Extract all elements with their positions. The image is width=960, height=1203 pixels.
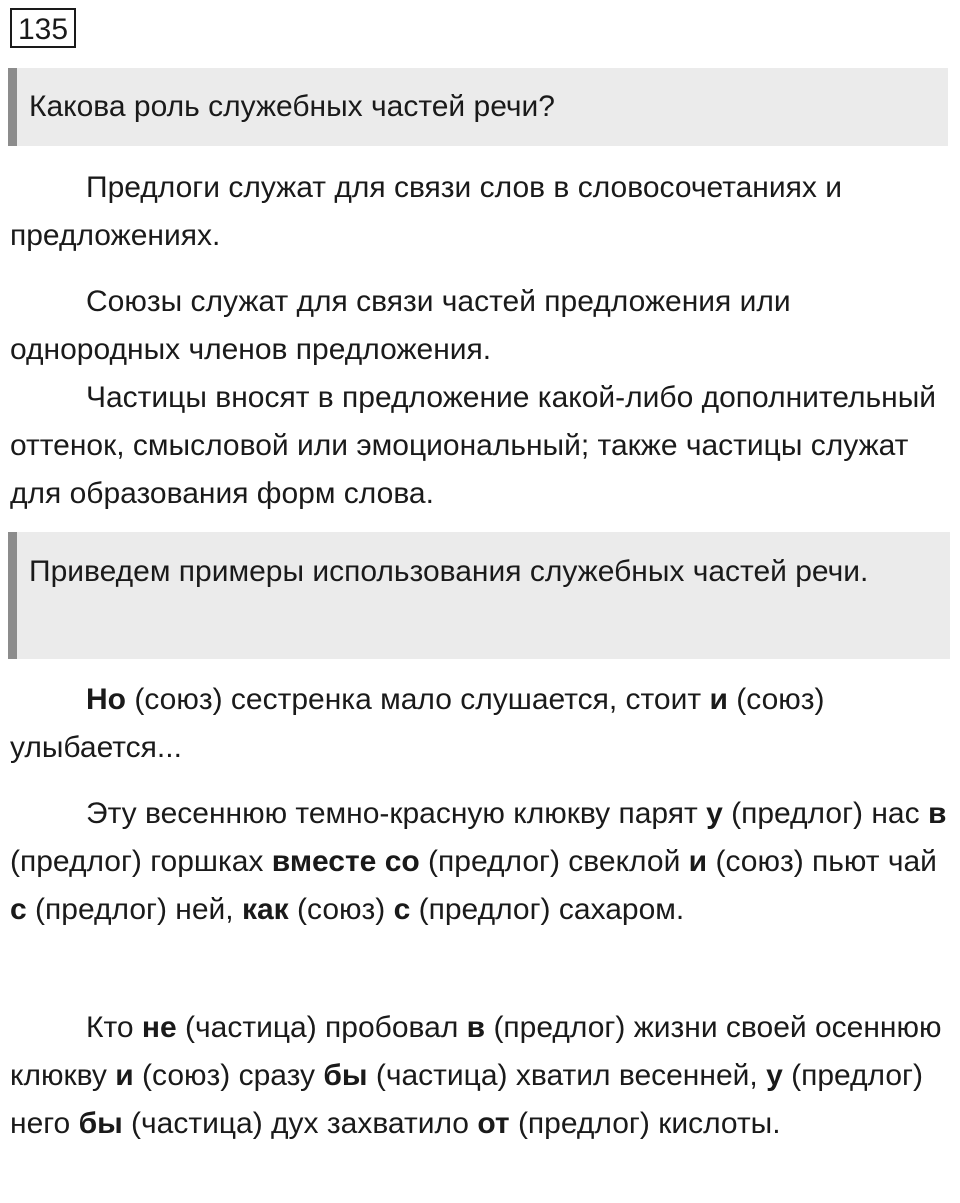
function-word: бы	[323, 1059, 368, 1092]
question-block-examples	[8, 532, 950, 659]
function-word: и	[115, 1059, 134, 1092]
sentence-text: (предлог) свеклой	[419, 845, 689, 878]
answer-prepositions: Предлоги служат для связи слов в словосочетаниях и предложениях.	[10, 171, 842, 252]
sentence-text: (союз) пьют чай	[707, 845, 937, 878]
answer-conjunctions: Союзы служат для связи частей предложения или однородных членов предложения.	[10, 285, 791, 366]
function-word: и	[688, 845, 708, 878]
function-word: с	[10, 893, 27, 926]
sentence-text: (предлог) него	[10, 1059, 923, 1140]
function-word: и	[709, 683, 728, 716]
sentence-text: Кто	[86, 1011, 142, 1044]
function-word: бы	[78, 1107, 123, 1140]
answer-particles: Частицы вносят в предложение какой-либо дополнительный оттенок, смысловой или эмоциональный; также частицы служат для образования форм слова.	[10, 381, 937, 510]
sentence-text: (частица) дух захватило	[122, 1107, 478, 1140]
example-sentence-3	[10, 1004, 955, 1148]
question-text: Приведем примеры использования служебных частей речи.	[29, 555, 869, 588]
function-word: в	[466, 1011, 486, 1044]
function-word: у	[706, 797, 723, 830]
function-word: с	[393, 893, 411, 926]
sentence-text: (предлог) сахаром.	[410, 893, 685, 926]
sentence-text: (союз)	[288, 893, 394, 926]
function-word: не	[141, 1011, 177, 1044]
function-word: у	[766, 1059, 783, 1092]
function-word: как	[241, 893, 289, 926]
task-number-box: 135	[10, 8, 76, 48]
function-word: Но	[86, 683, 126, 716]
sentence-text: (частица) хватил весенней,	[367, 1059, 767, 1092]
function-word: от	[477, 1107, 510, 1140]
sentence-text: (предлог) жизни своей осеннюю клюкву	[10, 1011, 942, 1092]
sentence-text: Эту весеннюю темно-красную клюкву парят	[86, 797, 707, 830]
sentence-text: (предлог) кислоты.	[509, 1107, 781, 1140]
sentence-text: (союз) сестренка мало слушается, стоит	[126, 683, 710, 716]
sentence-text: (союз) сразу	[133, 1059, 324, 1092]
sentence-text: (предлог) ней,	[26, 893, 242, 926]
sentence-text: (предлог) горшках	[10, 845, 272, 878]
sentence-text: (частица) пробовал	[176, 1011, 467, 1044]
function-word: вместе со	[271, 845, 420, 878]
example-sentence-2	[10, 790, 955, 934]
sentence-text: (союз) улыбается...	[10, 683, 825, 764]
question-text: Какова роль служебных частей речи?	[29, 90, 555, 123]
example-sentence-1	[10, 676, 955, 772]
function-word: в	[927, 797, 947, 830]
sentence-text: (предлог) нас	[722, 797, 928, 830]
question-block-roles	[8, 68, 948, 146]
